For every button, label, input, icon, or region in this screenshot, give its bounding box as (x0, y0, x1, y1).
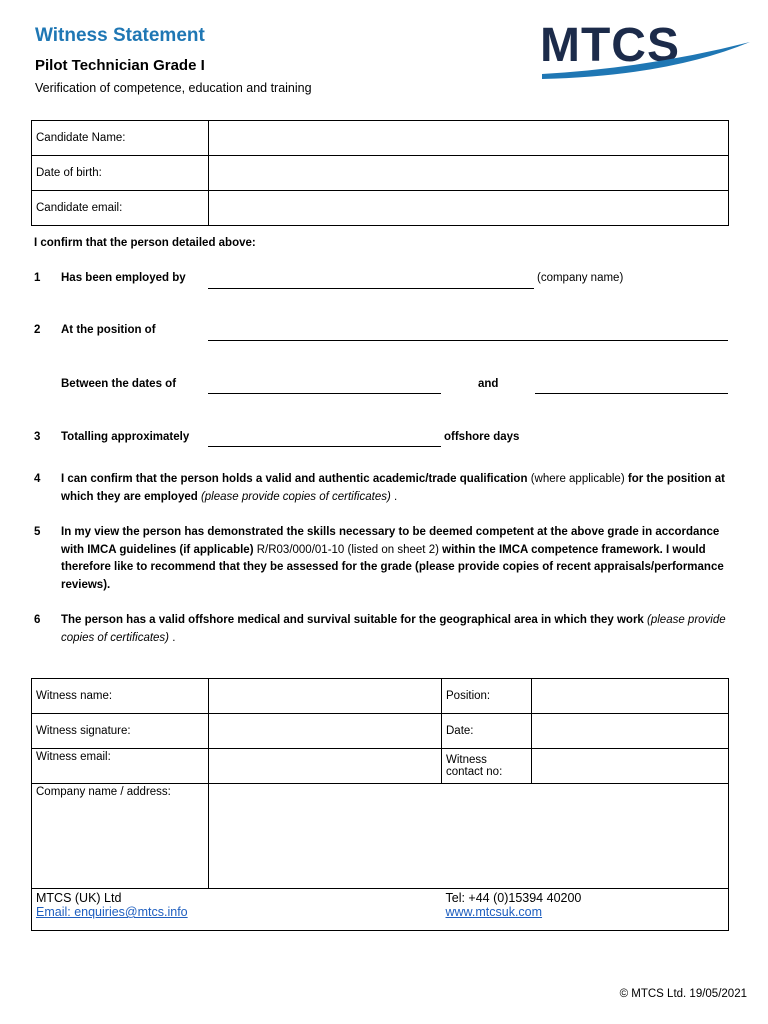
witness-table (31, 678, 729, 931)
item-1-label: Has been employed by (61, 272, 186, 284)
witness-signature-field[interactable] (209, 714, 442, 749)
witness-name-label: Witness name: (32, 679, 209, 714)
position-field[interactable] (532, 679, 729, 714)
candidate-email-label: Candidate email: (32, 191, 209, 226)
position-label: Position: (442, 679, 532, 714)
footer-website-link[interactable]: www.mtcsuk.com (445, 905, 543, 919)
footer-company: MTCS (UK) Ltd (36, 891, 122, 905)
item-number-1: 1 (34, 272, 41, 284)
company-address-field[interactable] (209, 784, 729, 889)
company-address-label: Company name / address: (32, 784, 209, 889)
candidate-dob-label: Date of birth: (32, 156, 209, 191)
candidate-email-field[interactable] (209, 191, 729, 226)
date-to-line[interactable] (535, 393, 728, 394)
item-2-label: At the position of (61, 324, 156, 336)
logo-text: MTCS (540, 19, 680, 72)
item-number-5: 5 (34, 526, 41, 538)
candidate-dob-field[interactable] (209, 156, 729, 191)
and-label: and (478, 378, 499, 390)
item-number-2: 2 (34, 324, 41, 336)
confirm-intro: I confirm that the person detailed above: (34, 237, 256, 249)
item-3-label: Totalling approximately (61, 431, 190, 443)
candidate-name-field[interactable] (209, 121, 729, 156)
footer-company-cell (32, 889, 442, 931)
item-6-text: The person has a valid offshore medical and survival suitable for the geographical area in which they work (please provide copies of certificates) . (61, 614, 726, 644)
item-4-text: I can confirm that the person holds a valid and authentic academic/trade qualification (where applicable) for the position at which they are employed (please provide copies of certificates) . (61, 473, 725, 503)
item-number-6: 6 (34, 614, 41, 626)
item-number-3: 3 (34, 431, 41, 443)
company-name-line[interactable] (208, 288, 534, 289)
date-label: Date: (442, 714, 532, 749)
witness-contact-label: Witness contact no: (442, 749, 532, 784)
page-title: Witness Statement (35, 25, 205, 46)
footer-email-link[interactable]: Email: enquiries@mtcs.info (36, 905, 188, 919)
witness-signature-label: Witness signature: (32, 714, 209, 749)
footer-contact-cell (442, 889, 729, 931)
offshore-days-line[interactable] (208, 446, 441, 447)
page-tagline: Verification of competence, education and training (35, 81, 312, 95)
date-field[interactable] (532, 714, 729, 749)
item-1-suffix: (company name) (537, 272, 624, 284)
position-line[interactable] (208, 340, 728, 341)
copyright: © MTCS Ltd. 19/05/2021 (619, 988, 747, 1000)
mtcs-logo (538, 19, 752, 84)
item-5-text: In my view the person has demonstrated the skills necessary to be deemed competent at the above grade in accordance with IMCA guidelines (if applicable) R/R03/000/01-10 (listed on sheet 2) within the IMCA competence framework. I would therefore like to recommend that they be assessed for the grade (please provide copies of recent appraisals/performance reviews). (61, 526, 724, 591)
candidate-name-label: Candidate Name: (32, 121, 209, 156)
candidate-table (31, 120, 729, 226)
witness-name-field[interactable] (209, 679, 442, 714)
logo-swoosh-icon (538, 24, 752, 84)
witness-email-label: Witness email: (32, 749, 209, 784)
item-3-suffix: offshore days (444, 431, 520, 443)
dates-label: Between the dates of (61, 378, 177, 390)
page-subtitle: Pilot Technician Grade I (35, 57, 205, 74)
footer-tel: Tel: +44 (0)15394 40200 (445, 891, 582, 905)
witness-contact-field[interactable] (532, 749, 729, 784)
witness-email-field[interactable] (209, 749, 442, 784)
date-from-line[interactable] (208, 393, 441, 394)
item-number-4: 4 (34, 473, 41, 485)
